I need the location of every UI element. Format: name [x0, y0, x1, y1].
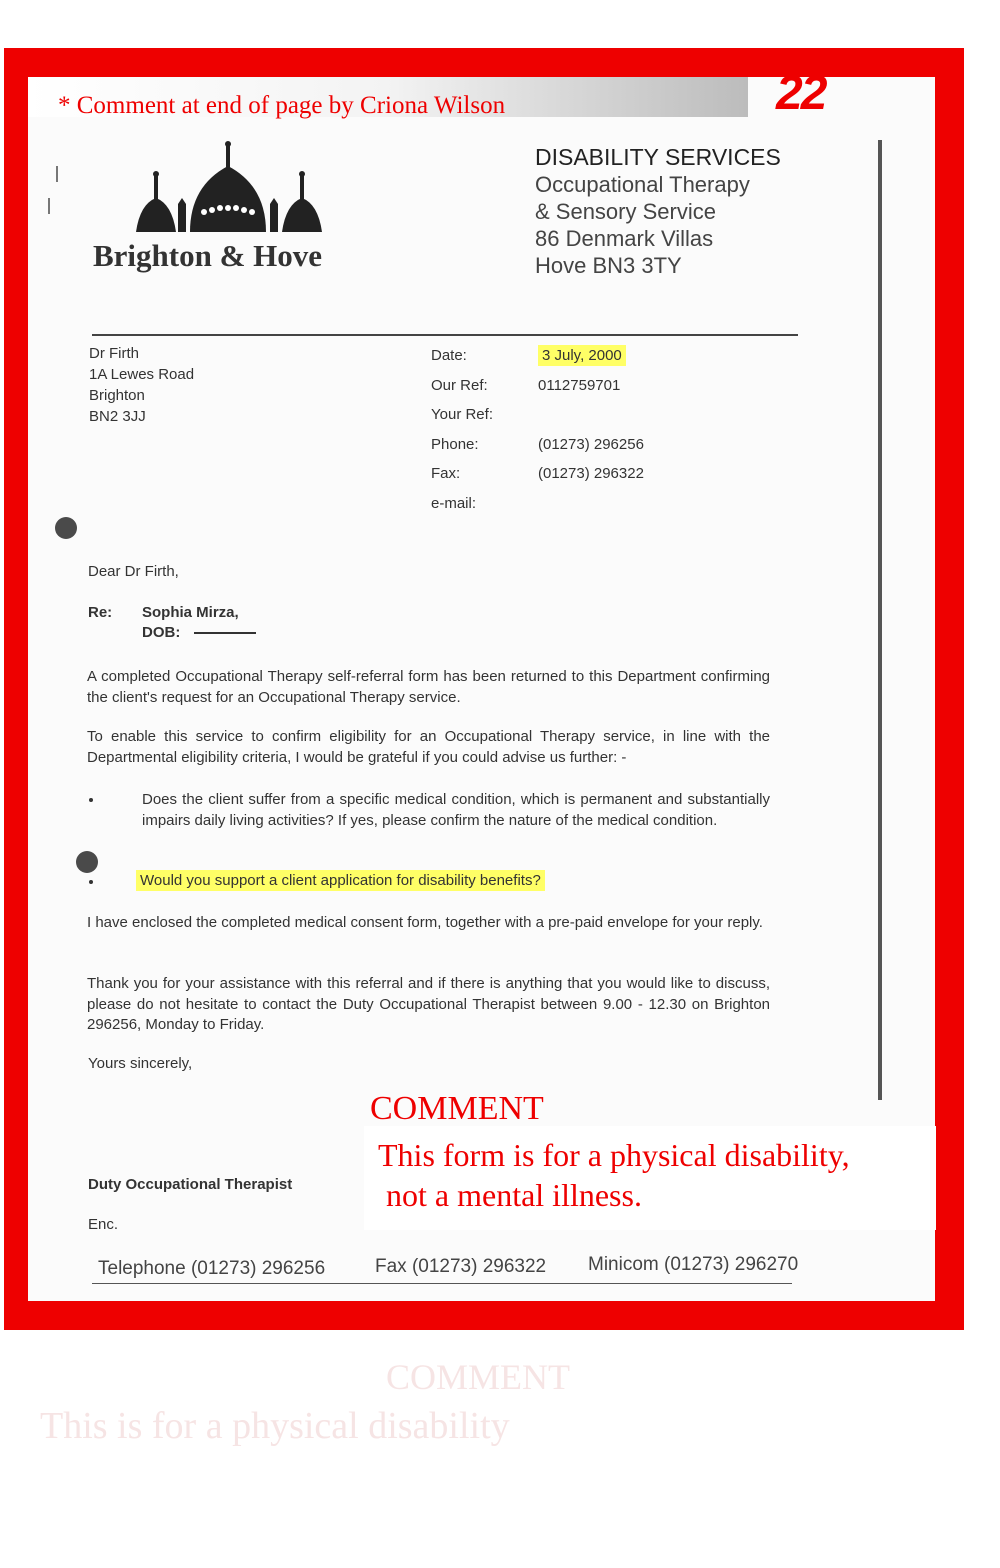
phone-value: (01273) 296256 [538, 435, 644, 453]
bullet-item-2: Would you support a client application for disability benefits? [136, 870, 545, 891]
scan-mark [56, 166, 64, 182]
hole-punch-mark [76, 851, 98, 873]
yourref-label: Your Ref: [431, 406, 493, 423]
ourref-value: 0112759701 [538, 376, 621, 394]
department-line: 86 Denmark Villas [535, 226, 714, 251]
paragraph-1: A completed Occupational Therapy self-referral form has been returned to this Department confirming the client's request for an Occupational Therapy service. [87, 668, 770, 706]
comment-heading: COMMENT [370, 1090, 544, 1127]
footer-rule [92, 1283, 792, 1284]
re-dob: DOB: [142, 624, 181, 641]
email-value [538, 489, 644, 519]
recipient-line: 1A Lewes Road [89, 366, 195, 383]
top-note: * Comment at end of page by Criona Wilson [58, 92, 506, 119]
salutation: Dear Dr Firth, [88, 563, 179, 580]
detail-labels [431, 341, 493, 518]
re-label: Re: [88, 604, 113, 621]
footer-telephone: Telephone (01273) 296256 [98, 1258, 326, 1279]
fax-value: (01273) 296322 [538, 465, 644, 482]
department-title: DISABILITY SERVICES [535, 144, 781, 170]
recipient-address [89, 343, 194, 427]
paragraph-3: I have enclosed the completed medical consent form, together with a pre-paid envelope for your reply. [87, 914, 763, 931]
recipient-line: BN2 3JJ [89, 408, 146, 425]
enclosure: Enc. [88, 1216, 119, 1233]
department-line: Hove BN3 3TY [535, 253, 682, 278]
fax-label: Fax: [431, 465, 461, 482]
ghost-line: This is for a physical disability [40, 1405, 510, 1447]
yourref-value [538, 400, 644, 430]
department-block [535, 144, 781, 279]
organisation-name: Brighton & Hove [93, 238, 323, 273]
ghost-heading: COMMENT [386, 1357, 571, 1397]
phone-label: Phone: [431, 435, 479, 453]
date-value: 3 July, 2000 [538, 345, 626, 366]
royal-pavilion-domes-icon [132, 140, 328, 236]
recipient-line: Dr Firth [89, 345, 139, 362]
closing: Yours sincerely, [88, 1055, 193, 1072]
bullet [89, 880, 93, 884]
signatory: Duty Occupational Therapist [88, 1176, 293, 1193]
detail-values [538, 341, 644, 518]
scan-mark [48, 198, 56, 214]
page-number: 22 [776, 67, 826, 120]
bullet [89, 798, 93, 802]
footer-minicom: Minicom (01273) 296270 [588, 1254, 799, 1275]
dob-blank-line [194, 632, 256, 634]
paragraph-4: Thank you for your assistance with this referral and if there is anything that you would like to discuss, please do not hesitate to contact the Duty Occupational Therapist between 9.00 - 12.30 on Brighton 296256, Monday to Friday. [87, 975, 770, 1033]
email-label: e-mail: [431, 494, 477, 512]
footer-fax: Fax (01273) 296322 [375, 1256, 547, 1277]
paragraph-2: To enable this service to confirm eligibility for an Occupational Therapy service, in line with the Departmental eligibility criteria, I would be grateful if you could advise us further: - [87, 728, 770, 766]
hole-punch-mark [55, 517, 77, 539]
date-label: Date: [431, 347, 467, 364]
department-line: Occupational Therapy [535, 172, 750, 197]
recipient-line: Brighton [89, 387, 145, 404]
header-rule [92, 334, 798, 336]
comment-line-1: This form is for a physical disability, [378, 1137, 850, 1173]
bullet-item-1: Does the client suffer from a specific medical condition, which is permanent and substantially impairs daily living activities? If yes, please confirm the nature of the medical condition. [142, 791, 770, 829]
department-line: & Sensory Service [535, 199, 716, 224]
scan-edge [878, 140, 882, 1100]
comment-line-2: not a mental illness. [386, 1177, 642, 1213]
re-name: Sophia Mirza, [142, 604, 239, 621]
ourref-label: Our Ref: [431, 376, 488, 394]
